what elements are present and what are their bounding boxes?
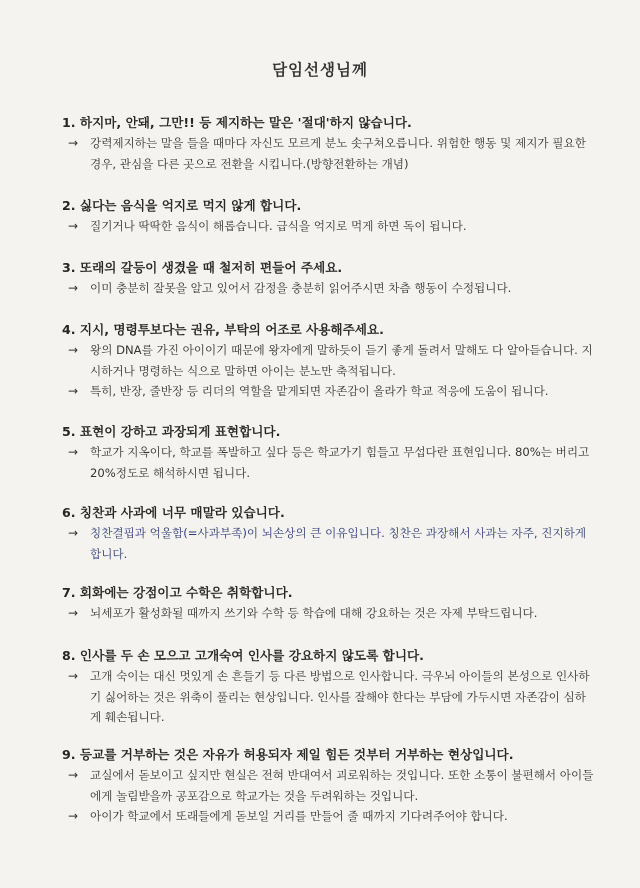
bullet-text: 강력제지하는 말을 들을 때마다 자신도 모르게 분노 솟구쳐오릅니다. 위험한 행동 및 제지가 필요한 경우, 관심을 다른 곳으로 전환을 시킵니다.(방향전환하는 개념) [90,136,586,171]
bullet-text: 아이가 학교에서 또래들에게 돋보일 거리를 만들어 줄 때까지 기다려주어야 합니다. [90,809,508,823]
bullet-text: 질기거나 딱딱한 음식이 해롭습니다. 급식을 억지로 먹게 하면 독이 됩니다. [90,219,467,233]
arrow-right-icon: → [68,136,79,150]
page-title: 담임선생님께 [272,61,368,79]
bullet-item [62,340,600,381]
bullet-item [62,666,600,728]
section-heading: 6. 칭찬과 사과에 너무 매말라 있습니다. [62,505,285,520]
section-2 [62,196,600,237]
section-6 [62,503,600,564]
bullet-text: 고개 숙이는 대신 멋있게 손 흔들기 등 다른 방법으로 인사합니다. 극우뇌 아이들의 본성으로 인사하기 싫어하는 것은 위축이 풀리는 현상입니다. 인사를 잘해야 한다는 부담에 가두시면 자존감이 심하게 훼손됩니다. [90,669,590,724]
arrow-right-icon: → [68,343,79,357]
bullet-text: 왕의 DNA를 가진 아이이기 때문에 왕자에게 말하듯이 듣기 좋게 돌려서 말해도 다 알아듣습니다. 지시하거나 명령하는 식으로 말하면 아이는 분노만 축적됩니다. [90,343,593,378]
bullet-text: 이미 충분히 잘못을 알고 있어서 감정을 충분히 읽어주시면 차츰 행동이 수정됩니다. [90,281,512,295]
arrow-right-icon: → [68,281,79,295]
section-heading: 7. 회화에는 강점이고 수학은 취학합니다. [62,585,293,600]
bullet-item [62,806,600,827]
section-8 [62,646,600,728]
section-9 [62,745,600,827]
section-7 [62,583,600,624]
bullet-text: 특히, 반장, 줄반장 등 리더의 역할을 맡게되면 자존감이 올라가 학교 적응에 도움이 됩니다. [90,384,549,398]
section-heading: 9. 등교를 거부하는 것은 자유가 허용되자 제일 힘든 것부터 거부하는 현상입니다. [62,747,514,762]
section-heading: 4. 지시, 명령투보다는 권유, 부탁의 어조로 사용해주세요. [62,322,384,337]
section-heading: 8. 인사를 두 손 모으고 고개숙여 인사를 강요하지 않도록 합니다. [62,648,424,663]
bullet-item [62,216,600,237]
section-4 [62,320,600,402]
section-heading: 5. 표현이 강하고 과장되게 표현합니다. [62,424,281,439]
section-1 [62,113,600,174]
arrow-right-icon: → [68,384,79,398]
section-heading: 3. 또래의 갈등이 생겼을 때 철저히 편들어 주세요. [62,260,343,275]
bullet-text: 교실에서 돋보이고 싶지만 현실은 전혀 반대여서 괴로워하는 것입니다. 또한 소통이 불편해서 아이들에게 놀림받을까 공포감으로 학교가는 것을 두려워하는 것입니다. [90,768,594,803]
arrow-right-icon: → [68,606,79,620]
bullet-item [62,381,600,402]
section-heading: 2. 싫다는 음식을 억지로 먹지 않게 합니다. [62,198,302,213]
bullet-item [62,133,600,174]
arrow-right-icon: → [68,768,79,782]
arrow-right-icon: → [68,219,79,233]
section-5 [62,422,600,483]
arrow-right-icon: → [68,526,79,540]
arrow-right-icon: → [68,669,79,683]
bullet-text: 칭찬결핍과 억울함(=사과부족)이 뇌손상의 큰 이유입니다. 칭찬은 과장해서 사과는 자주, 진지하게 합니다. [90,526,587,561]
bullet-item [62,278,600,299]
bullet-text: 뇌세포가 활성화될 때까지 쓰기와 수학 등 학습에 대해 강요하는 것은 자제 부탁드립니다. [90,606,538,620]
bullet-item [62,765,600,806]
section-heading: 1. 하지마, 안돼, 그만!! 등 제지하는 말은 '절대'하지 않습니다. [62,115,412,130]
bullet-text: 학교가 지옥이다, 학교를 폭발하고 싶다 등은 학교가기 힘들고 무섭다란 표현입니다. 80%는 버리고 20%정도로 해석하시면 됩니다. [90,445,590,480]
bullet-item [62,603,600,624]
arrow-right-icon: → [68,809,79,823]
bullet-item [62,523,600,564]
section-3 [62,258,600,299]
arrow-right-icon: → [68,445,79,459]
bullet-item [62,442,600,483]
